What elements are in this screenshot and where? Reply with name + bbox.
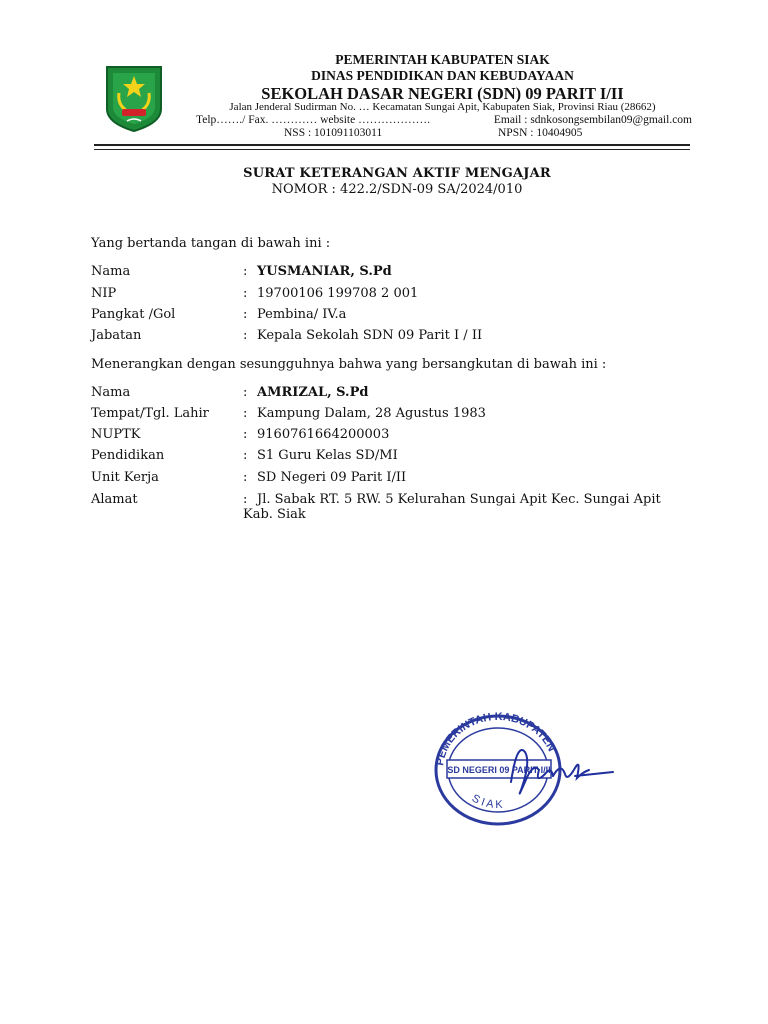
stamp-outer-text — [434, 712, 557, 767]
handwritten-signature-icon — [511, 750, 613, 794]
letterhead-divider-thin — [94, 149, 690, 150]
school-stamp — [425, 712, 620, 827]
signer-position-value: Kepala Sekolah SDN 09 Parit I / II — [257, 328, 483, 343]
teacher-name-value: AMRIZAL, S.Pd — [257, 385, 369, 400]
stamp-outer-text-path: PEMERINTAH KABUPATEN — [434, 712, 558, 767]
colon: : — [243, 307, 248, 322]
colon: : — [243, 448, 248, 463]
colon: : — [243, 492, 248, 507]
colon: : — [243, 427, 248, 442]
letterhead-contact-phone: Telp……./ Fax. ………… website ………………. — [196, 114, 430, 126]
letterhead-npsn: NPSN : 10404905 — [498, 127, 583, 139]
document-number: NOMOR : 422.2/SDN-09 SA/2024/010 — [271, 182, 523, 197]
letterhead-department: DINAS PENDIDIKAN DAN KEBUDAYAAN — [311, 68, 574, 83]
signer-position-label: Jabatan — [91, 328, 142, 343]
siak-regency-crest-icon — [103, 63, 165, 133]
teacher-nuptk-value: 9160761664200003 — [257, 427, 390, 442]
teacher-name-label: Nama — [91, 385, 131, 400]
colon: : — [243, 264, 248, 279]
teacher-address — [243, 492, 693, 522]
letterhead-divider-thick — [94, 144, 690, 146]
colon: : — [243, 385, 248, 400]
colon: : — [243, 328, 248, 343]
intro-text: Yang bertanda tangan di bawah ini : — [91, 236, 331, 251]
teacher-education-value: S1 Guru Kelas SD/MI — [257, 448, 398, 463]
colon: : — [243, 470, 248, 485]
teacher-unit-value: SD Negeri 09 Parit I/II — [257, 470, 407, 485]
document-title: SURAT KETERANGAN AKTIF MENGAJAR — [243, 166, 551, 181]
teacher-education-label: Pendidikan — [91, 448, 165, 463]
teacher-address-value: Jl. Sabak RT. 5 RW. 5 Kelurahan Sungai Apit Kec. Sungai Apit Kab. Siak — [243, 492, 661, 522]
letterhead-email: Email : sdnkosongsembilan09@gmail.com — [493, 114, 692, 126]
signer-nip-value: 19700106 199708 2 001 — [257, 286, 419, 301]
teacher-address-label: Alamat — [91, 492, 138, 507]
stamp-bottom-text-path: S I A K — [469, 792, 503, 812]
letterhead-address: Jalan Jenderal Sudirman No. … Kecamatan Sungai Apit, Kabupaten Siak, Provinsi Riau (28662) — [229, 101, 656, 113]
colon: : — [243, 406, 248, 421]
teacher-nuptk-label: NUPTK — [91, 427, 141, 442]
letterhead-school-name: SEKOLAH DASAR NEGERI (SDN) 09 PARIT I/II — [261, 84, 624, 103]
letterhead-nss: NSS : 101091103011 — [284, 127, 383, 139]
signer-nip-label: NIP — [91, 286, 117, 301]
teacher-birth-value: Kampung Dalam, 28 Agustus 1983 — [257, 406, 486, 421]
colon: : — [243, 286, 248, 301]
signer-name-label: Nama — [91, 264, 131, 279]
signer-rank-label: Pangkat /Gol — [91, 307, 176, 322]
signer-name-value: YUSMANIAR, S.Pd — [257, 264, 392, 279]
teacher-birth-label: Tempat/Tgl. Lahir — [91, 406, 209, 421]
letterhead-contact — [196, 114, 692, 126]
stamp-bottom-text — [470, 792, 504, 811]
letterhead-government: PEMERINTAH KABUPATEN SIAK — [335, 52, 550, 67]
statement-text: Menerangkan dengan sesungguhnya bahwa yang bersangkutan di bawah ini : — [91, 357, 607, 372]
signer-rank-value: Pembina/ IV.a — [257, 307, 347, 322]
stamp-center-text: SD NEGERI 09 PARIT I/II — [447, 765, 551, 775]
teacher-unit-label: Unit Kerja — [91, 470, 159, 485]
